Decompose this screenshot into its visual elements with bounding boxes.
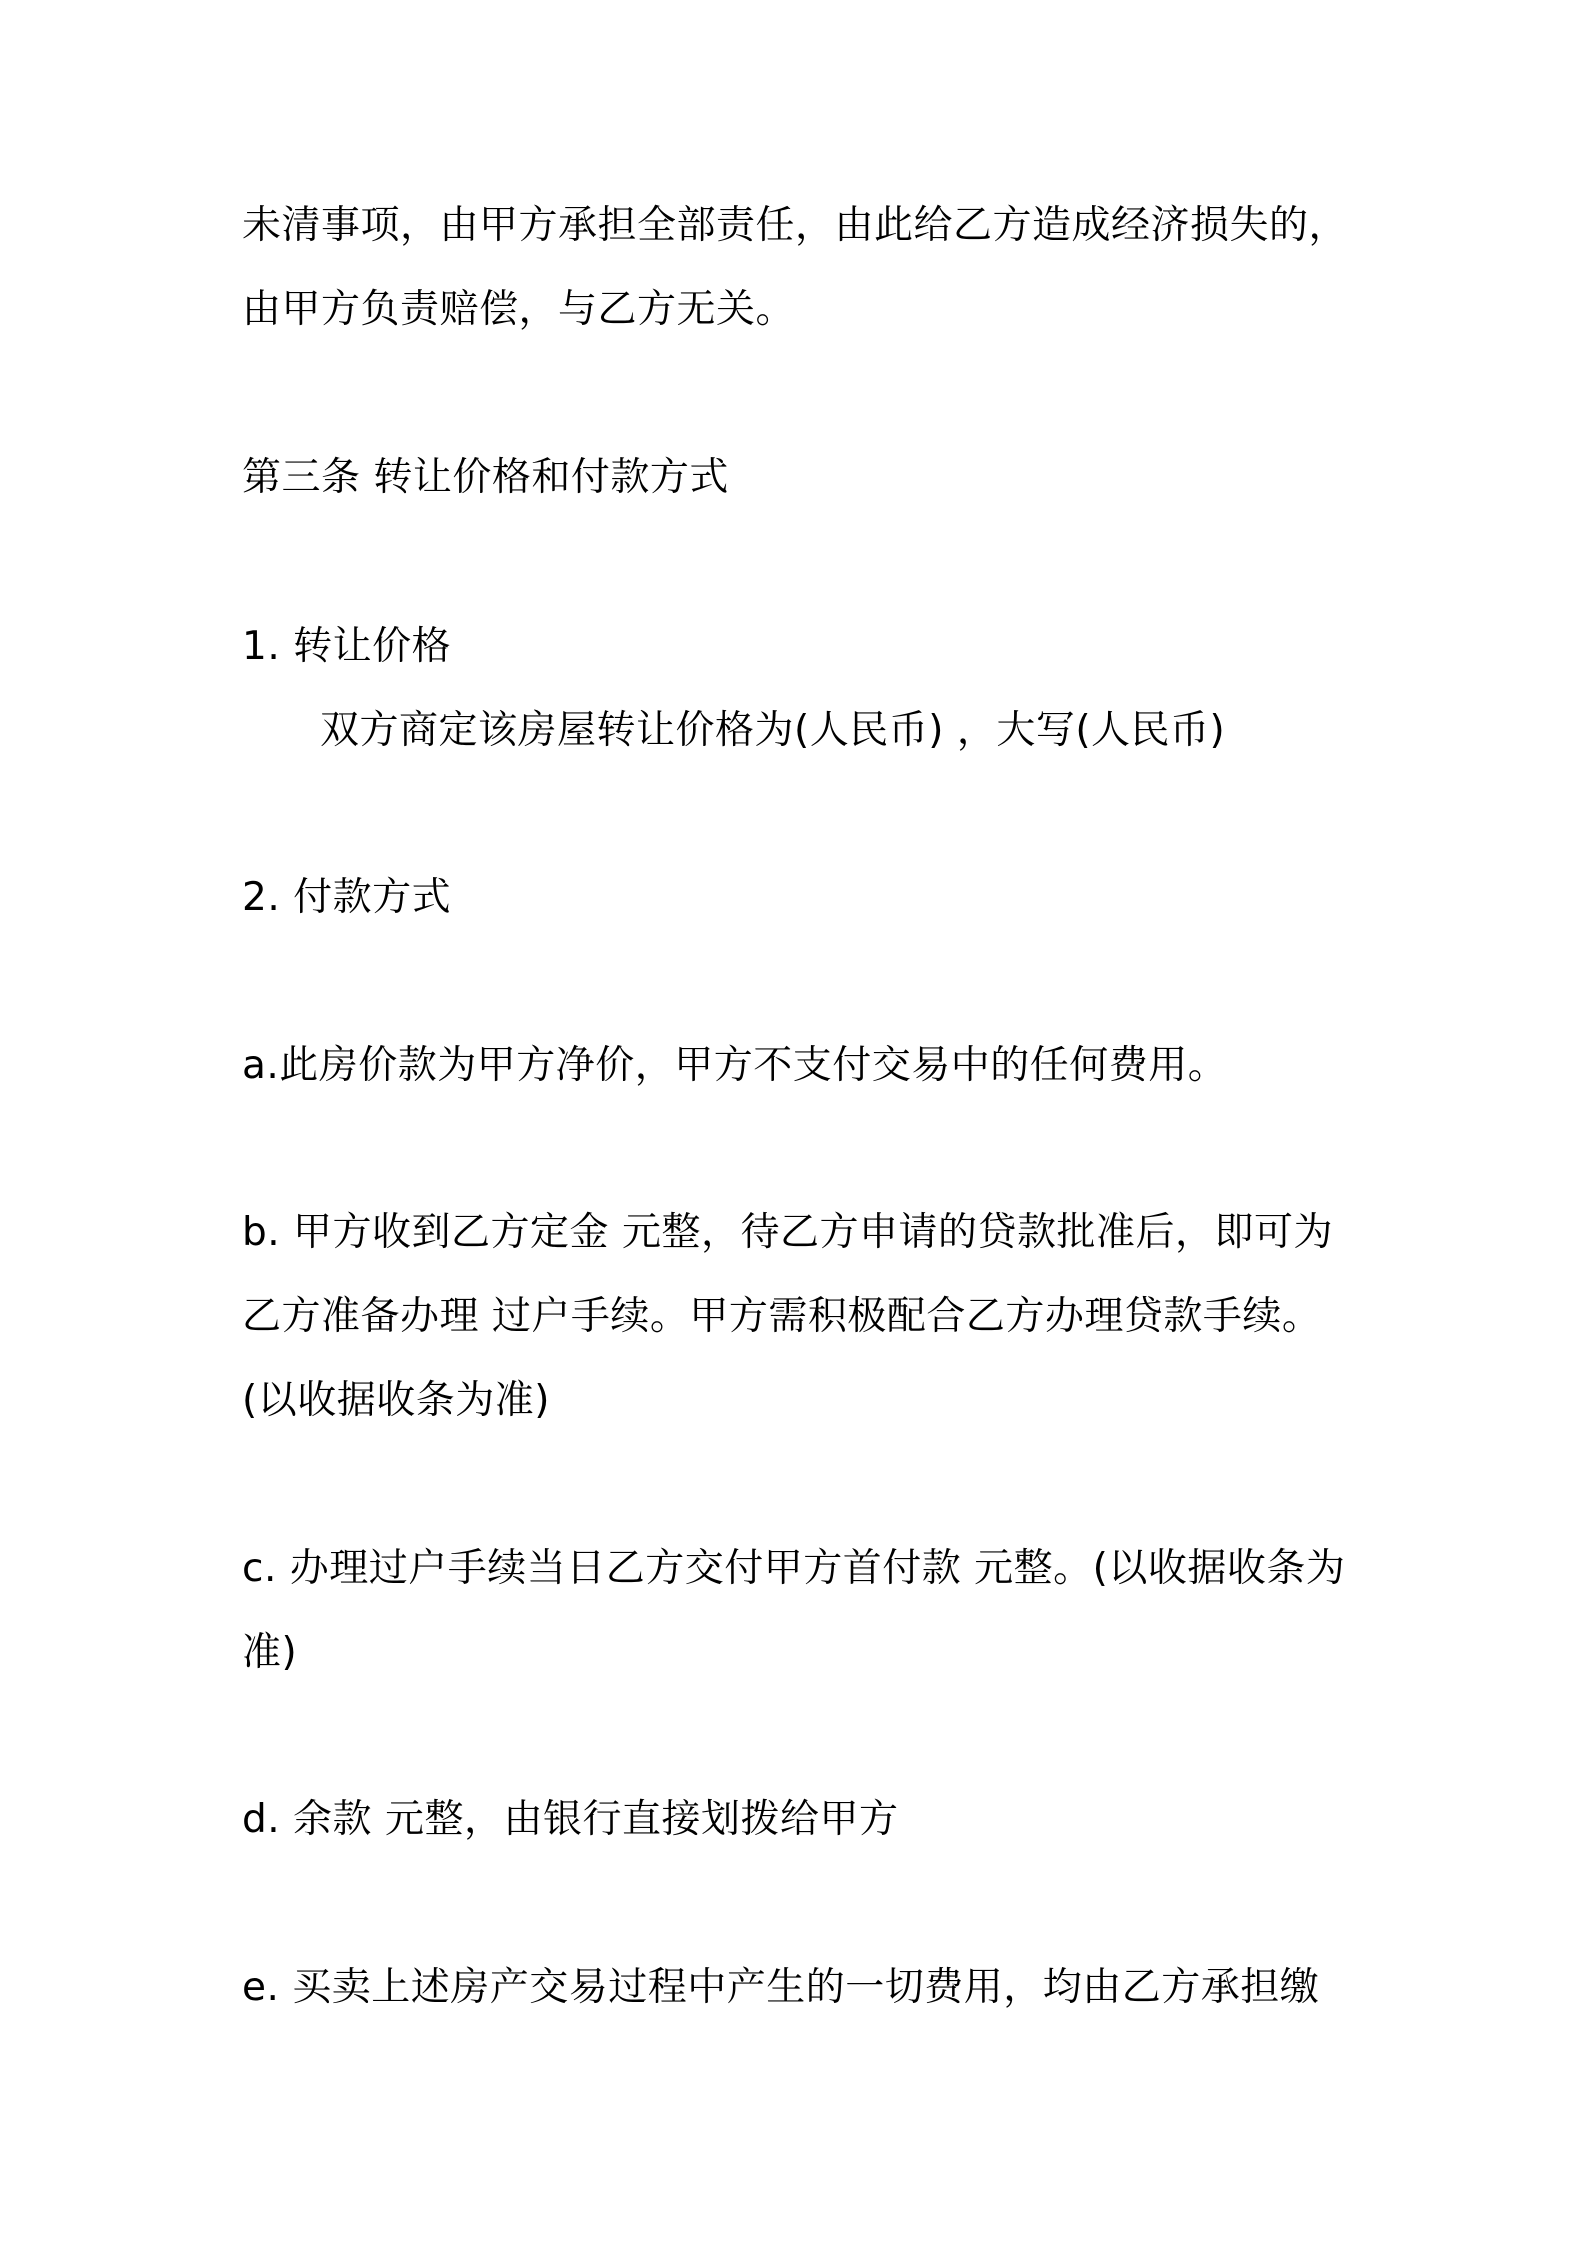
clause-b-line: 乙方准备办理 过户手续。甲方需积极配合乙方办理贷款手续。 [242, 1294, 1322, 1339]
article-heading: 第三条 转让价格和付款方式 [242, 455, 729, 500]
clause-e: e. 买卖上述房产交易过程中产生的一切费用，均由乙方承担缴 [242, 1965, 1320, 2010]
paragraph-line: 由甲方负责赔偿，与乙方无关。 [242, 287, 796, 332]
paragraph-line: 未清事项，由甲方承担全部责任，由此给乙方造成经济损失的， [242, 203, 1349, 248]
clause-b-line: (以收据收条为准) [242, 1378, 550, 1423]
clause-c-line: c. 办理过户手续当日乙方交付甲方首付款 元整。(以收据收条为 [242, 1546, 1346, 1591]
clause-c-line: 准) [242, 1630, 298, 1675]
clause-a: a.此房价款为甲方净价，甲方不支付交易中的任何费用。 [242, 1043, 1228, 1088]
item-heading-price: 1. 转让价格 [242, 624, 452, 669]
clause-d: d. 余款 元整，由银行直接划拨给甲方 [242, 1797, 899, 1842]
clause-b-line: b. 甲方收到乙方定金 元整，待乙方申请的贷款批准后，即可为 [242, 1210, 1333, 1255]
price-clause: 双方商定该房屋转让价格为(人民币) ，大写(人民币) [320, 708, 1226, 753]
item-heading-payment: 2. 付款方式 [242, 875, 452, 920]
